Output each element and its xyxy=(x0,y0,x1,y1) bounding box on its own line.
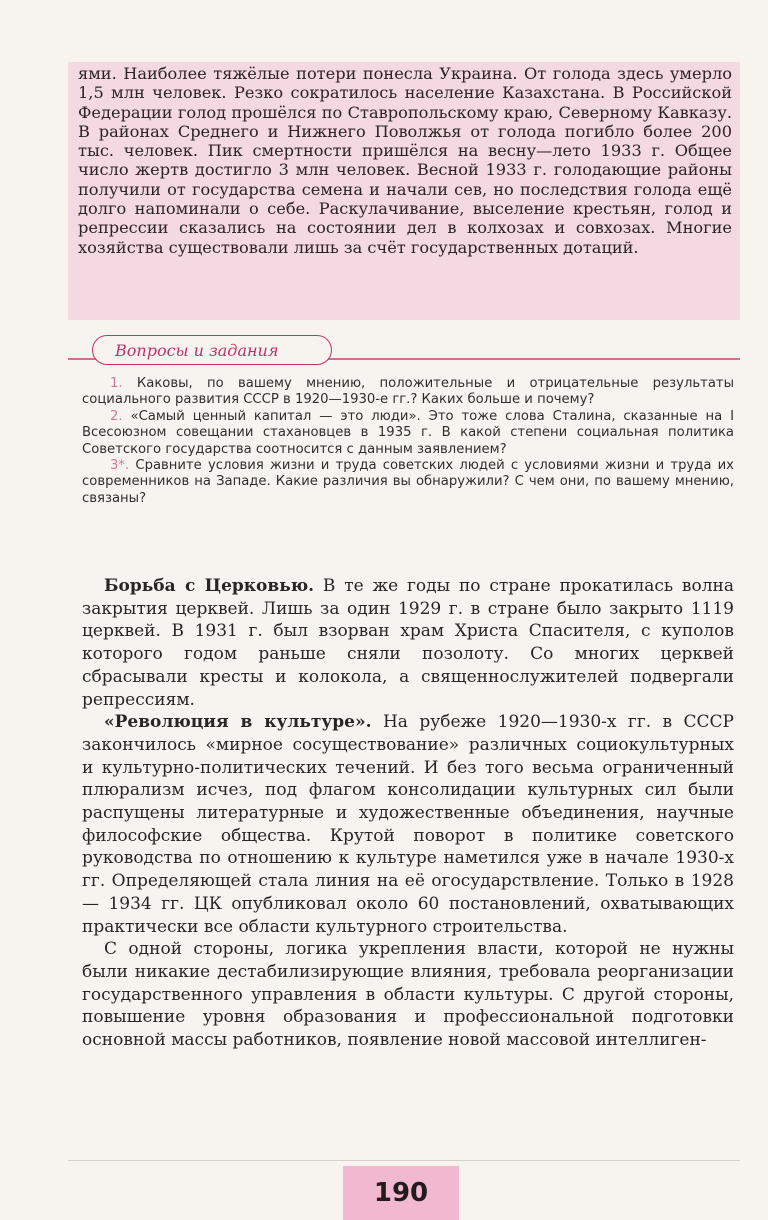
section-heading: «Революция в культуре». xyxy=(104,712,372,733)
paragraph-text: На рубеже 1920—1930-х гг. в СССР закончилось «мирное сосуществование» различных социокультурных и культурно-политических течений. И без того весьма ограниченный плюрализм исчез, под флагом консолидации культурных сил были распущены литературные и художественные объединения, научные философские общества. Крутой поворот в политике советского руководства по отношению к культуре наметился уже в начале 1930-х гг. Определяющей стала линия на её огосударствление. Только в 1928— 1934 гг. ЦК опубликовал около 60 постановлений, охватывающих практически все области культурного строительства. xyxy=(82,712,734,937)
questions-list xyxy=(82,376,734,507)
question-text: «Самый ценный капитал — это люди». Это тоже слова Сталина, сказанные на I Всесоюзном совещании стахановцев в 1935 г. В какой степени социальная политика Советского государства соотносится с данным заявлением? xyxy=(82,408,734,457)
paragraph-church xyxy=(82,575,734,711)
footer-divider xyxy=(68,1160,740,1161)
section-heading: Борьба с Церковью. xyxy=(104,576,315,596)
paragraph-logic xyxy=(82,938,734,1052)
question-number: 1. xyxy=(110,376,123,391)
question-text: Сравните условия жизни и труда советских людей с условиями жизни и труда их современников на Западе. Какие различия вы обнаружили? С чем они, по вашему мнению, связаны? xyxy=(82,458,734,506)
question-item xyxy=(82,458,734,507)
question-item xyxy=(82,376,734,409)
main-text xyxy=(82,575,734,1052)
question-text: Каковы, по вашему мнению, положительные и отрицательные результаты социального развития СССР в 1920—1930-е гг.? Каких больше и почему? xyxy=(82,376,734,408)
questions-header xyxy=(92,335,332,365)
questions-header-label: Вопросы и задания xyxy=(115,340,279,360)
paragraph-text: В те же годы по стране прокатилась волна закрытия церквей. Лишь за один 1929 г. в стране было закрыто 1119 церквей. В 1931 г. был взорван храм Христа Спасителя, с куполов которого годом раньше сняли позолоту. Со многих церквей сбрасывали кресты и колокола, а священнослужителей подвергали репрессиям. xyxy=(82,576,734,710)
question-item xyxy=(82,409,734,458)
page-number: 190 xyxy=(373,1178,429,1208)
question-number: 3*. xyxy=(110,458,130,474)
paragraph-text: С одной стороны, логика укрепления власти, которой не нужны были никакие дестабилизирующие влияния, требовала реорганизации государственного управления в области культуры. С другой стороны, повышение уровня образования и профессиональной подготовки основной массы работников, появление новой массовой интеллиген- xyxy=(82,939,734,1051)
paragraph-revolution xyxy=(82,711,734,938)
page-number-badge xyxy=(343,1166,459,1220)
highlight-text: ями. Наиболее тяжёлые потери понесла Украина. От голода здесь умерло 1,5 млн человек. Резко сократилось население Казахстана. В Российской Федерации голод прошёлся по Ставропольскому краю, Северному Кавказу. В районах Среднего и Нижнего Поволжья от голода погибло более 200 тыс. человек. Пик смертности пришёлся на весну—лето 1933 г. Общее число жертв достигло 3 млн человек. Весной 1933 г. голодающие районы получили от государства семена и начали сев, но последствия голода ещё долго напоминали о себе. Раскулачивание, выселение крестьян, голод и репрессии сказались на состоянии дел в колхозах и совхозах. Многие хозяйства существовали лишь за счёт государственных дотаций. xyxy=(78,64,732,257)
question-number: 2. xyxy=(110,408,123,424)
